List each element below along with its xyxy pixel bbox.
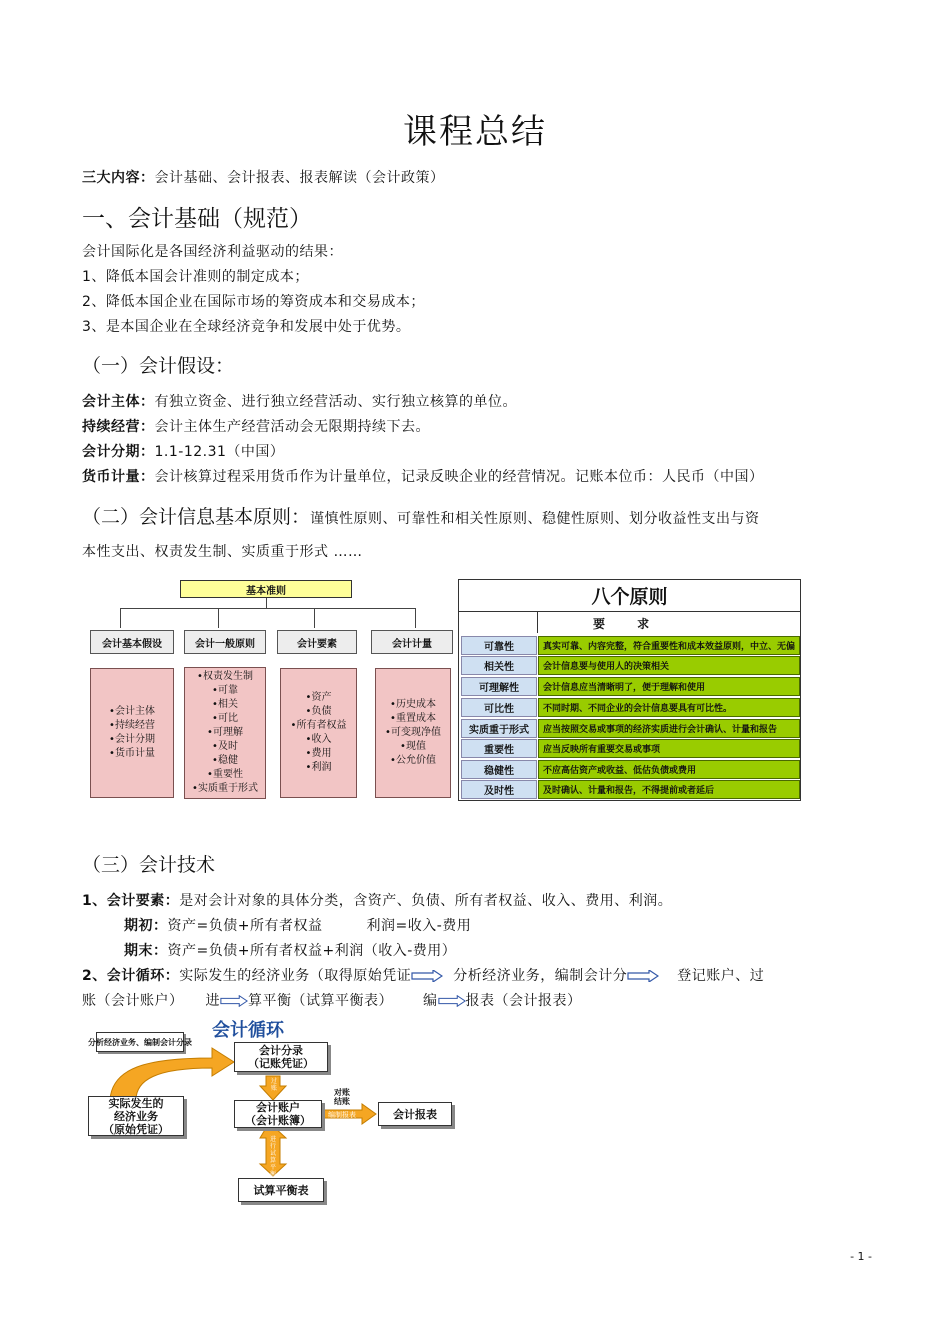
list-item: •现值: [400, 741, 426, 752]
row-key: 相关性: [461, 656, 537, 675]
intro-line: [82, 168, 445, 188]
row-value: 不应高估资产或收益、低估负债或费用: [538, 760, 800, 779]
cycle-title: 会计循环: [212, 1020, 284, 1041]
list-item: •可变现净值: [385, 727, 441, 738]
list-item: •及时: [212, 741, 238, 752]
assumption-text: 会计核算过程采用货币作为计量单位，记录反映企业的经营情况。记账本位币：人民币（中国）: [154, 469, 764, 485]
cycle-text: 登记账户、过: [677, 968, 765, 984]
list-item: •重要性: [207, 769, 243, 780]
diagram-header: 会计计量: [371, 630, 453, 654]
cycle-text: 分析经济业务，编制会计分: [453, 968, 628, 984]
row-value: 会计信息应当清晰明了，便于理解和使用: [538, 677, 800, 696]
table-row: [459, 739, 800, 759]
assumption-text: 有独立资金、进行独立经营活动、实行独立核算的单位。: [154, 394, 517, 410]
row-value: 应当按照交易或事项的经济实质进行会计确认、计量和报告: [538, 719, 800, 738]
elements-text: 是对会计对象的具体分类，含资产、负债、所有者权益、收入、费用、利润。: [179, 893, 673, 909]
begin-text: 资产=负债+所有者权益: [167, 918, 323, 934]
tech-heading: （三）会计技术: [82, 854, 216, 876]
end-text: 资产=负债+所有者权益+利润（收入-费用）: [167, 943, 457, 959]
assumption-label: 货币计量：: [82, 469, 155, 485]
connector: [120, 608, 121, 628]
connector: [314, 608, 315, 628]
assumption-label: 会计主体：: [82, 394, 155, 410]
list-item: •所有者权益: [290, 720, 347, 731]
connector: [120, 608, 415, 609]
end-label: 期末：: [124, 943, 168, 959]
assumption-item: [82, 417, 430, 437]
row-value: 不同时期、不同企业的会计信息要具有可比性。: [538, 698, 800, 717]
end-line: [124, 941, 456, 961]
begin-label: 期初：: [124, 918, 168, 934]
journal-entry-box: [234, 1042, 328, 1072]
assumption-text: 会计主体生产经营活动会无限期持续下去。: [154, 419, 430, 435]
cycle-text: 算平衡（试算平衡表）: [248, 993, 393, 1009]
cycle-line2: [82, 991, 582, 1011]
double-arrow-icon: [411, 970, 443, 982]
close-label-line: 结账: [334, 1097, 350, 1106]
list-item: •利润: [305, 762, 332, 773]
cycle-note-box: 分析经济业务、编制会计分录: [96, 1032, 184, 1052]
standards-diagram: [88, 578, 450, 808]
trial-arrow-label: 进行试算平衡: [269, 1136, 276, 1178]
row-value: 会计信息要与使用人的决策相关: [538, 656, 800, 675]
row-key: 及时性: [461, 780, 537, 799]
account-box: [234, 1100, 322, 1128]
row-value: 及时确认、计量和报告，不得提前或者延后: [538, 780, 800, 799]
list-item: •相关: [212, 699, 238, 710]
assumption-item: [82, 392, 517, 412]
row-value: 应当反映所有重要交易或事项: [538, 739, 800, 758]
principles-text-line2: 本性支出、权责发生制、实质重于形式 ……: [82, 544, 363, 560]
cycle-line: [82, 966, 764, 986]
table-row: [459, 760, 800, 780]
assumption-label: 持续经营：: [82, 419, 155, 435]
elements-label: 1、会计要素：: [82, 893, 180, 909]
table-row: [459, 698, 800, 718]
list-item: •稳健: [212, 755, 238, 766]
assumption-label: 会计分期：: [82, 444, 155, 460]
assumption-item: [82, 467, 764, 487]
trial-balance-box: 试算平衡表: [238, 1178, 324, 1202]
list-item: •会计分期: [109, 734, 155, 745]
principles-list-box: [184, 667, 266, 799]
list-item: •可理解: [207, 727, 243, 738]
close-label-line: 对账: [334, 1088, 350, 1097]
list-item: •收入: [305, 734, 332, 745]
list-item: •实质重于形式: [192, 783, 258, 794]
business-label: （原始凭证）: [103, 1122, 169, 1136]
assumptions-heading: （一）会计假设：: [82, 355, 235, 377]
connector: [266, 598, 267, 608]
principles-text: 谨慎性原则、可靠性和相关性原则、稳健性原则、划分收益性支出与资: [310, 511, 760, 527]
diagram-header: 会计一般原则: [184, 630, 266, 654]
business-label: 实际发生的: [108, 1096, 164, 1110]
assumption-text: 1.1-12.31（中国）: [154, 444, 285, 460]
table-title: 八个原则: [459, 580, 800, 612]
business-label: 经济业务: [114, 1109, 158, 1123]
table-row: [459, 636, 800, 656]
row-key: 可靠性: [461, 636, 537, 655]
assumption-item: [82, 442, 284, 462]
elements-line: [82, 891, 672, 911]
table-row: [459, 656, 800, 676]
req-header-label: 要 求: [593, 617, 664, 631]
accounting-cycle-diagram: [86, 1016, 466, 1211]
row-value: 真实可靠、内容完整，符合重要性和成本效益原则，中立、无偏: [538, 636, 800, 655]
cycle-text: 报表（会计报表）: [465, 993, 582, 1009]
table-row: [459, 780, 800, 800]
principles-heading-line: [82, 502, 760, 529]
page-number: - 1 -: [850, 1250, 872, 1263]
row-key: 稳健性: [461, 760, 537, 779]
posting-label: 过账: [270, 1078, 277, 1092]
list-item: •可比: [212, 713, 238, 724]
row-key: 重要性: [461, 739, 537, 758]
divider: [537, 611, 538, 633]
section1-heading: 一、会计基础（规范）: [82, 206, 312, 232]
double-arrow-icon: [438, 995, 466, 1007]
row-key: 实质重于形式: [461, 719, 537, 738]
list-item: •历史成本: [390, 699, 436, 710]
elements-list-box: [280, 668, 357, 798]
business-box: [88, 1096, 184, 1136]
section1-line: 1、降低本国会计准则的制定成本；: [82, 269, 309, 285]
section1-line: 2、降低本国企业在国际市场的筹资成本和交易成本；: [82, 294, 425, 310]
cycle-text: 编: [423, 993, 438, 1009]
list-item: •负债: [305, 706, 332, 717]
list-item: •公允价值: [390, 755, 436, 766]
list-item: •持续经营: [109, 720, 155, 731]
assumptions-list-box: [90, 668, 174, 798]
list-item: •重置成本: [390, 713, 436, 724]
cycle-text: 进: [205, 993, 220, 1009]
page-title: 课程总结: [403, 112, 547, 152]
double-arrow-icon: [220, 995, 248, 1007]
diagram-top-box: 基本准则: [180, 580, 352, 598]
principles-heading: （二）会计信息基本原则：: [82, 506, 311, 528]
entry-label: 会计分录: [259, 1044, 303, 1057]
begin-profit: 利润=收入-费用: [366, 918, 472, 934]
cycle-text: 实际发生的经济业务（取得原始凭证: [179, 968, 412, 984]
list-item: •会计主体: [109, 706, 155, 717]
table-row: [459, 677, 800, 697]
report-box: 会计报表: [378, 1102, 452, 1126]
list-item: •可靠: [212, 685, 238, 696]
section1-line: 3、是本国企业在全球经济竞争和发展中处于优势。: [82, 319, 411, 335]
eight-principles-table: [458, 579, 801, 801]
begin-line: [124, 916, 471, 936]
double-arrow-icon: [627, 970, 659, 982]
diagram-header: 会计基本假设: [90, 630, 174, 654]
connector: [415, 608, 416, 628]
section1-line: 会计国际化是各国经济利益驱动的结果：: [82, 244, 343, 260]
list-item: •权责发生制: [197, 671, 253, 682]
measurement-list-box: [375, 668, 451, 798]
list-item: •费用: [305, 748, 332, 759]
table-row: [459, 719, 800, 739]
prepare-label: 编制报表: [328, 1111, 356, 1119]
cycle-text: 账（会计账户）: [82, 993, 184, 1009]
cycle-label: 2、会计循环：: [82, 968, 180, 984]
table-req-header: [459, 611, 800, 633]
account-sub: （会计账簿）: [245, 1114, 311, 1127]
list-item: •货币计量: [109, 748, 155, 759]
row-key: 可比性: [461, 698, 537, 717]
row-key: 可理解性: [461, 677, 537, 696]
entry-sub: （记账凭证）: [248, 1057, 314, 1070]
intro-label: 三大内容：: [82, 170, 155, 186]
close-label: [334, 1088, 350, 1106]
orange-curved-arrow: [110, 1048, 234, 1100]
account-label: 会计账户: [256, 1101, 300, 1114]
intro-text: 会计基础、会计报表、报表解读（会计政策）: [154, 170, 445, 186]
connector: [218, 608, 219, 628]
diagram-header: 会计要素: [277, 630, 357, 654]
list-item: •资产: [305, 692, 332, 703]
